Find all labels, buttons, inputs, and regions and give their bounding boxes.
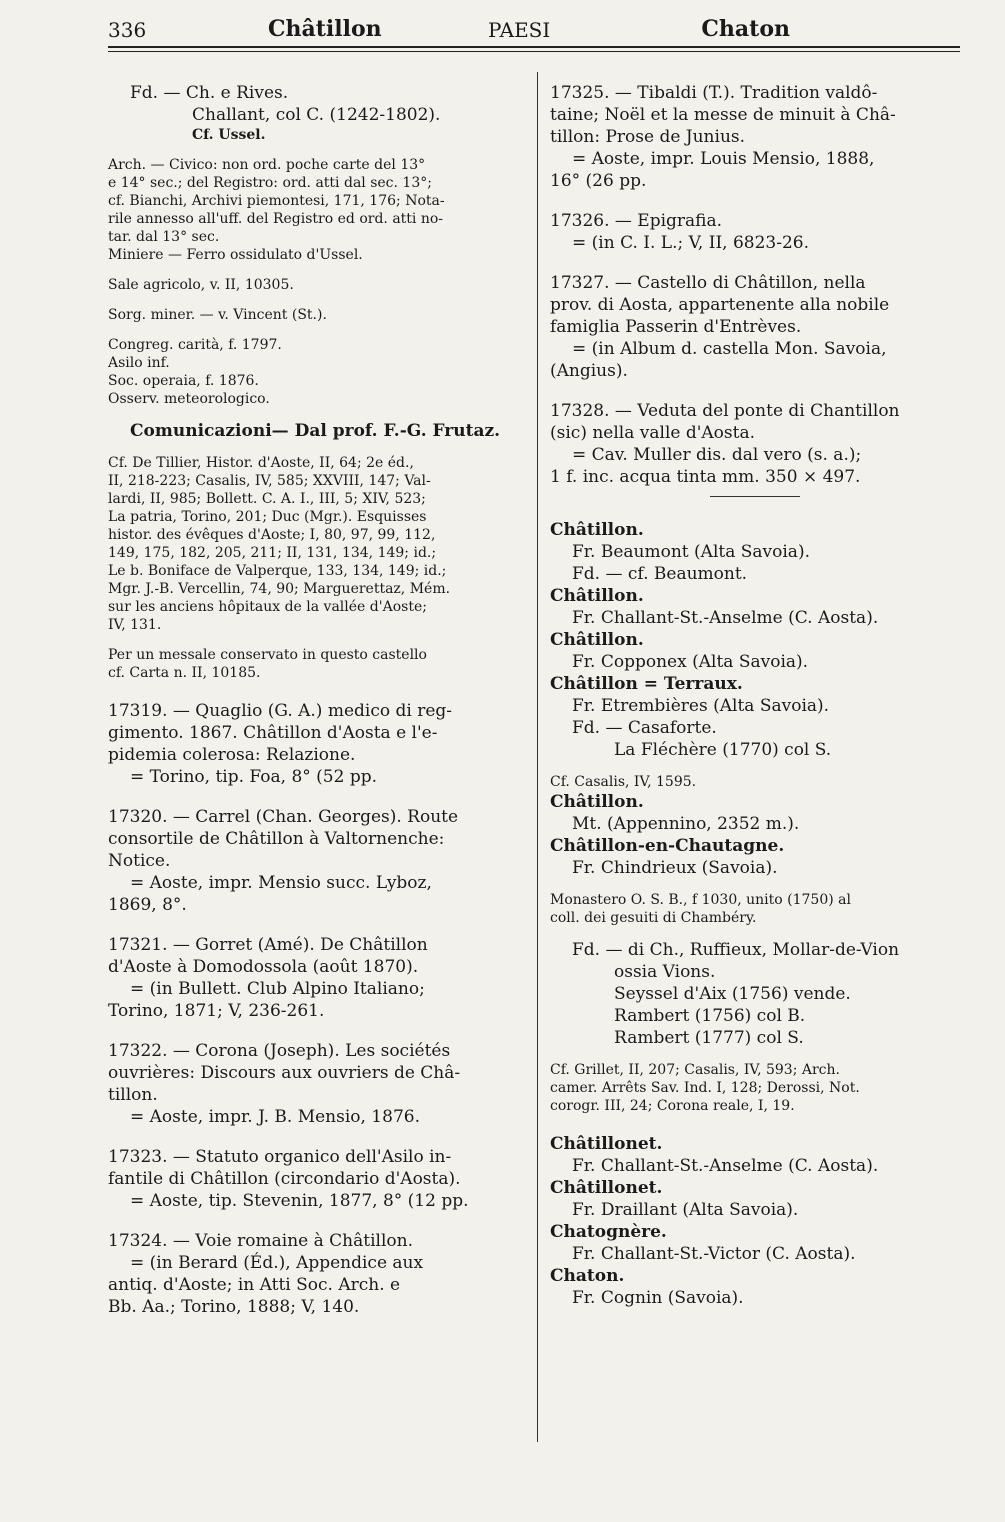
right-text-line: taine; Noël et la messe de minuit à Châ- xyxy=(550,105,896,125)
left-text-line: Bb. Aa.; Torino, 1888; V, 140. xyxy=(108,1297,360,1317)
right-text-line: 16° (26 pp. xyxy=(550,171,647,191)
left-text-line: cf. Carta n. II, 10185. xyxy=(108,665,261,681)
left-text-line: Cf. Ussel. xyxy=(192,127,266,143)
left-text-line: = (in Berard (Éd.), Appendice aux xyxy=(130,1253,424,1273)
left-text-line: = Aoste, tip. Stevenin, 1877, 8° (12 pp. xyxy=(130,1191,469,1211)
right-spacer xyxy=(550,1049,960,1061)
left-text-line: 17323. — Statuto organico dell'Asilo in- xyxy=(108,1147,452,1167)
right-text-line: Rambert (1756) col B. xyxy=(614,1006,806,1026)
right-text-line: prov. di Aosta, appartenente alla nobile xyxy=(550,295,890,315)
left-text-line: II, 218-223; Casalis, IV, 585; XXVIII, 147; Val- xyxy=(108,473,431,489)
left-spacer xyxy=(108,1128,523,1146)
left-text-line: La patria, Torino, 201; Duc (Mgr.). Esquisses xyxy=(108,509,427,525)
left-text-line: sur les anciens hôpitaux de la vallée d'Aoste; xyxy=(108,599,427,615)
left-text-line: pidemia colerosa: Relazione. xyxy=(108,745,356,765)
right-text-line: Châtillon = Terraux. xyxy=(550,674,743,694)
left-text-line: 149, 175, 182, 205, 211; II, 131, 134, 149; id.; xyxy=(108,545,437,561)
left-spacer xyxy=(108,442,523,454)
left-text-line: Congreg. carità, f. 1797. xyxy=(108,337,282,353)
right-spacer xyxy=(550,382,960,400)
right-text-line: Fd. — Casaforte. xyxy=(572,718,717,738)
right-spacer xyxy=(550,507,960,519)
right-spacer xyxy=(550,254,960,272)
left-text-line: = Aoste, impr. Mensio succ. Lyboz, xyxy=(130,873,432,893)
right-text-line: (sic) nella valle d'Aosta. xyxy=(550,423,756,443)
right-text-line: Châtillon-en-Chautagne. xyxy=(550,836,785,856)
left-running-head: Châtillon xyxy=(268,16,382,42)
right-spacer xyxy=(550,879,960,891)
left-text-line: rile annesso all'uff. del Registro ed ord. atti no- xyxy=(108,211,444,227)
right-text-line: = Aoste, impr. Louis Mensio, 1888, xyxy=(572,149,875,169)
right-text-line: 17326. — Epigrafia. xyxy=(550,211,723,231)
left-spacer xyxy=(108,634,523,646)
right-text-line: = (in Album d. castella Mon. Savoia, xyxy=(572,339,887,359)
right-text-line: Châtillon. xyxy=(550,586,644,606)
right-text-line: Châtillon. xyxy=(550,630,644,650)
left-text-line: 17320. — Carrel (Chan. Georges). Route xyxy=(108,807,459,827)
left-text-line: antiq. d'Aoste; in Atti Soc. Arch. e xyxy=(108,1275,401,1295)
right-text-line: Cf. Grillet, II, 207; Casalis, IV, 593; Arch. xyxy=(550,1062,840,1078)
right-text-line: 17328. — Veduta del ponte di Chantillon xyxy=(550,401,900,421)
left-text-line: Sale agricolo, v. II, 10305. xyxy=(108,277,294,293)
right-text-line: Fr. Challant-St.-Victor (C. Aosta). xyxy=(572,1244,856,1264)
right-text-line: Châtillonet. xyxy=(550,1178,663,1198)
left-text-line: Per un messale conservato in questo castello xyxy=(108,647,427,663)
left-spacer xyxy=(108,916,523,934)
header-rule-thick xyxy=(108,46,960,48)
right-spacer xyxy=(550,927,960,939)
left-text-line: Challant, col C. (1242-1802). xyxy=(192,105,441,125)
right-text-line: Fr. Etrembières (Alta Savoia). xyxy=(572,696,830,716)
left-text-line: Fd. — Ch. e Rives. xyxy=(130,83,289,103)
left-text-line: Arch. — Civico: non ord. poche carte del 13° xyxy=(108,157,426,173)
right-text-line: 1 f. inc. acqua tinta mm. 350 × 497. xyxy=(550,467,861,487)
left-spacer xyxy=(108,1022,523,1040)
left-spacer xyxy=(108,408,523,420)
right-text-line: Fr. Cognin (Savoia). xyxy=(572,1288,744,1308)
right-text-line: Mt. (Appennino, 2352 m.). xyxy=(572,814,800,834)
right-text-line: Monastero O. S. B., f 1030, unito (1750) al xyxy=(550,892,851,908)
left-text-line: tillon. xyxy=(108,1085,158,1105)
right-text-line: Châtillonet. xyxy=(550,1134,663,1154)
header-rule-thin xyxy=(108,51,960,52)
left-text-line: 17319. — Quaglio (G. A.) medico di reg- xyxy=(108,701,453,721)
left-column xyxy=(108,82,523,1318)
right-spacer xyxy=(550,192,960,210)
right-text-line: coll. dei gesuiti di Chambéry. xyxy=(550,910,757,926)
right-text-line: Fr. Chindrieux (Savoia). xyxy=(572,858,778,878)
right-text-line: Rambert (1777) col S. xyxy=(614,1028,804,1048)
right-text-line: Chaton. xyxy=(550,1266,625,1286)
right-column xyxy=(550,82,960,1309)
left-spacer xyxy=(108,682,523,700)
right-running-head: Chaton xyxy=(701,16,790,42)
page-header xyxy=(108,14,960,48)
right-text-line: camer. Arrêts Sav. Ind. I, 128; Derossi, Not. xyxy=(550,1080,860,1096)
left-spacer xyxy=(108,264,523,276)
left-text-line: Miniere — Ferro ossidulato d'Ussel. xyxy=(108,247,363,263)
left-spacer xyxy=(108,144,523,156)
right-text-line: 17327. — Castello di Châtillon, nella xyxy=(550,273,866,293)
right-text-line: (Angius). xyxy=(550,361,628,381)
left-text-line: d'Aoste à Domodossola (août 1870). xyxy=(108,957,419,977)
left-text-line: tar. dal 13° sec. xyxy=(108,229,220,245)
center-running-head: PAESI xyxy=(488,18,551,42)
left-text-line: ouvrières: Discours aux ouvriers de Châ- xyxy=(108,1063,461,1083)
left-text-line: Notice. xyxy=(108,851,171,871)
left-text-line: Sorg. miner. — v. Vincent (St.). xyxy=(108,307,327,323)
left-text-line: Mgr. J.-B. Vercellin, 74, 90; Marguerettaz, Mém. xyxy=(108,581,451,597)
right-text-line: = (in C. I. L.; V, II, 6823-26. xyxy=(572,233,810,253)
left-text-line: cf. Bianchi, Archivi piemontesi, 171, 176; Nota- xyxy=(108,193,445,209)
left-text-line: Soc. operaia, f. 1876. xyxy=(108,373,259,389)
left-text-line: Cf. De Tillier, Histor. d'Aoste, II, 64; 2e éd., xyxy=(108,455,414,471)
right-text-line: famiglia Passerin d'Entrèves. xyxy=(550,317,802,337)
left-text-line: 17322. — Corona (Joseph). Les sociétés xyxy=(108,1041,451,1061)
right-text-line: Chatognère. xyxy=(550,1222,667,1242)
right-text-line: Fr. Beaumont (Alta Savoia). xyxy=(572,542,810,562)
left-text-line: lardi, II, 985; Bollett. C. A. I., III, 5; XIV, 523; xyxy=(108,491,426,507)
left-text-line: consortile de Châtillon à Valtornenche: xyxy=(108,829,445,849)
left-spacer xyxy=(108,1212,523,1230)
page-number: 336 xyxy=(108,18,147,42)
left-text-line: e 14° sec.; del Registro: ord. atti dal sec. 13°; xyxy=(108,175,432,191)
column-divider xyxy=(537,72,538,1442)
right-text-line: La Fléchère (1770) col S. xyxy=(614,740,832,760)
left-text-line: Torino, 1871; V, 236-261. xyxy=(108,1001,325,1021)
right-text-line: Châtillon. xyxy=(550,792,644,812)
right-spacer xyxy=(550,1115,960,1133)
right-text-line: Fd. — cf. Beaumont. xyxy=(572,564,748,584)
left-spacer xyxy=(108,324,523,336)
left-text-line: IV, 131. xyxy=(108,617,162,633)
left-spacer xyxy=(108,294,523,306)
right-text-line: Fr. Challant-St.-Anselme (C. Aosta). xyxy=(572,608,879,628)
left-text-line: = (in Bullett. Club Alpino Italiano; xyxy=(130,979,425,999)
left-text-line: 17324. — Voie romaine à Châtillon. xyxy=(108,1231,413,1251)
right-spacer xyxy=(550,761,960,773)
right-text-line: = Cav. Muller dis. dal vero (s. a.); xyxy=(572,445,862,465)
left-text-line: Asilo inf. xyxy=(108,355,170,371)
left-text-line: Comunicazioni— Dal prof. F.-G. Frutaz. xyxy=(130,421,501,441)
right-text-line: tillon: Prose de Junius. xyxy=(550,127,746,147)
right-text-line: Fr. Draillant (Alta Savoia). xyxy=(572,1200,799,1220)
right-text-line: Cf. Casalis, IV, 1595. xyxy=(550,774,697,790)
left-text-line: histor. des évêques d'Aoste; I, 80, 97, 99, 112, xyxy=(108,527,436,543)
right-text-line: ossia Vions. xyxy=(614,962,716,982)
right-text-line: corogr. III, 24; Corona reale, I, 19. xyxy=(550,1098,795,1114)
left-text-line: fantile di Châtillon (circondario d'Aosta). xyxy=(108,1169,461,1189)
right-text-line: Seyssel d'Aix (1756) vende. xyxy=(614,984,851,1004)
left-text-line: = Torino, tip. Foa, 8° (52 pp. xyxy=(130,767,378,787)
left-text-line: 1869, 8°. xyxy=(108,895,187,915)
left-text-line: gimento. 1867. Châtillon d'Aosta e l'e- xyxy=(108,723,438,743)
right-text-line: Fr. Copponex (Alta Savoia). xyxy=(572,652,809,672)
right-text-line: Fd. — di Ch., Ruffieux, Mollar-de-Vion xyxy=(572,940,900,960)
right-text-line: Fr. Challant-St.-Anselme (C. Aosta). xyxy=(572,1156,879,1176)
left-spacer xyxy=(108,788,523,806)
right-section-rule xyxy=(710,496,800,497)
right-text-line: 17325. — Tibaldi (T.). Tradition valdô- xyxy=(550,83,878,103)
left-text-line: = Aoste, impr. J. B. Mensio, 1876. xyxy=(130,1107,420,1127)
right-text-line: Châtillon. xyxy=(550,520,644,540)
left-text-line: 17321. — Gorret (Amé). De Châtillon xyxy=(108,935,428,955)
left-text-line: Osserv. meteorologico. xyxy=(108,391,270,407)
left-text-line: Le b. Boniface de Valperque, 133, 134, 149; id.; xyxy=(108,563,447,579)
